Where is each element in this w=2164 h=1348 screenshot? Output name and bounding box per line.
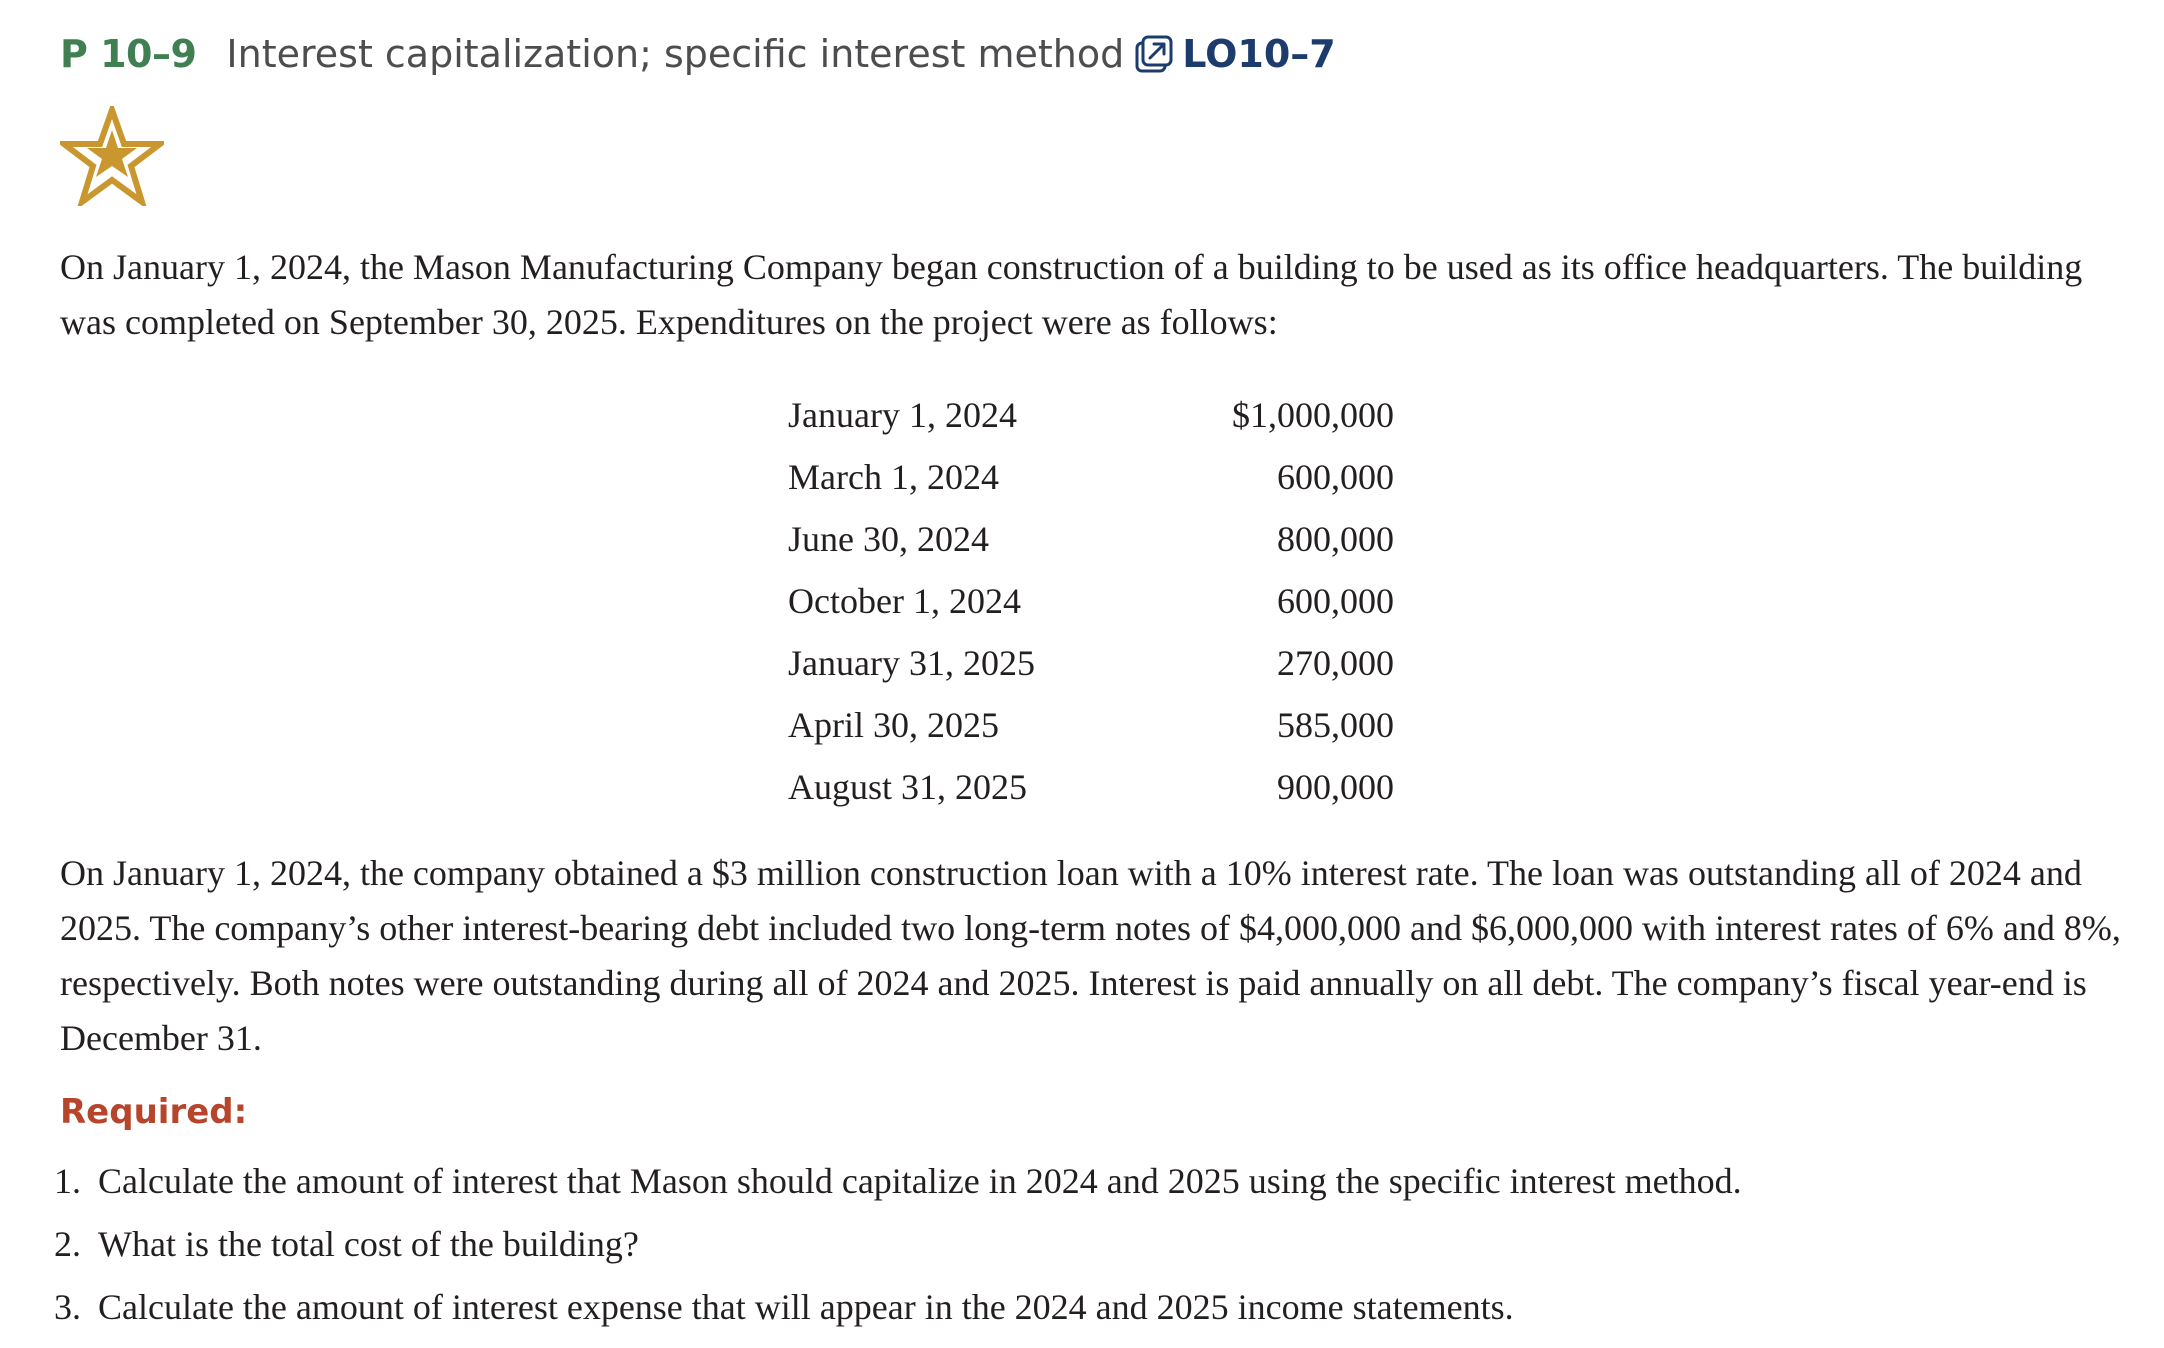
expenditure-amount: $1,000,000 [1232,395,1394,435]
list-item [54,1213,1742,1276]
expenditure-date: April 30, 2025 [788,705,999,745]
table-row [788,756,1394,818]
expenditures-table [788,384,1394,818]
requirements-list [54,1150,1742,1339]
table-row [788,632,1394,694]
external-link-icon[interactable] [1134,34,1174,74]
table-row [788,694,1394,756]
requirement-number: 2. [54,1224,81,1264]
table-row [788,384,1394,446]
intro-paragraph: On January 1, 2024, the Mason Manufacturing Company began construction of a building to be used as its office headquarters. The building was completed on September 30, 2025. Expenditures on the project were as follows: [60,247,2083,342]
expenditure-amount: 600,000 [1277,457,1394,497]
requirement-number: 3. [54,1287,81,1327]
table-row [788,508,1394,570]
expenditure-date: January 31, 2025 [788,643,1035,683]
learning-objective-link[interactable]: LO10–7 [1182,32,1336,76]
table-row [788,570,1394,632]
list-item [54,1276,1742,1339]
requirement-number: 1. [54,1161,81,1201]
requirement-text: Calculate the amount of interest expense that will appear in the 2024 and 2025 income statements. [98,1287,1514,1327]
table-row [788,446,1394,508]
expenditure-date: March 1, 2024 [788,457,999,497]
expenditure-amount: 585,000 [1277,705,1394,745]
required-heading: Required: [60,1092,248,1132]
expenditure-date: October 1, 2024 [788,581,1021,621]
loan-paragraph: On January 1, 2024, the company obtained a $3 million construction loan with a 10% interest rate. The loan was outstanding all of 2024 and 2025. The company’s other interest-bearing debt included two long-term notes of $4,000,000 and $6,000,000 with interest rates of 6% and 8%, respectively. Both notes were outstanding during all of 2024 and 2025. Interest is paid annually on all debt. The company’s fiscal year-end is December 31. [60,853,2121,1058]
list-item [54,1150,1742,1213]
expenditure-date: August 31, 2025 [788,767,1028,807]
problem-number: P 10–9 [60,32,197,76]
problem-title: Interest capitalization; specific interest method [226,32,1125,76]
requirement-text: What is the total cost of the building? [98,1224,639,1264]
expenditure-date: January 1, 2024 [788,395,1017,435]
requirement-text: Calculate the amount of interest that Mason should capitalize in 2024 and 2025 using the specific interest method. [98,1161,1742,1201]
expenditure-amount: 270,000 [1277,643,1394,683]
star-icon [60,106,164,206]
problem-header [60,26,1336,82]
expenditure-amount: 600,000 [1277,581,1394,621]
expenditure-amount: 800,000 [1277,519,1394,559]
expenditure-date: June 30, 2024 [788,519,989,559]
expenditure-amount: 900,000 [1277,767,1394,807]
